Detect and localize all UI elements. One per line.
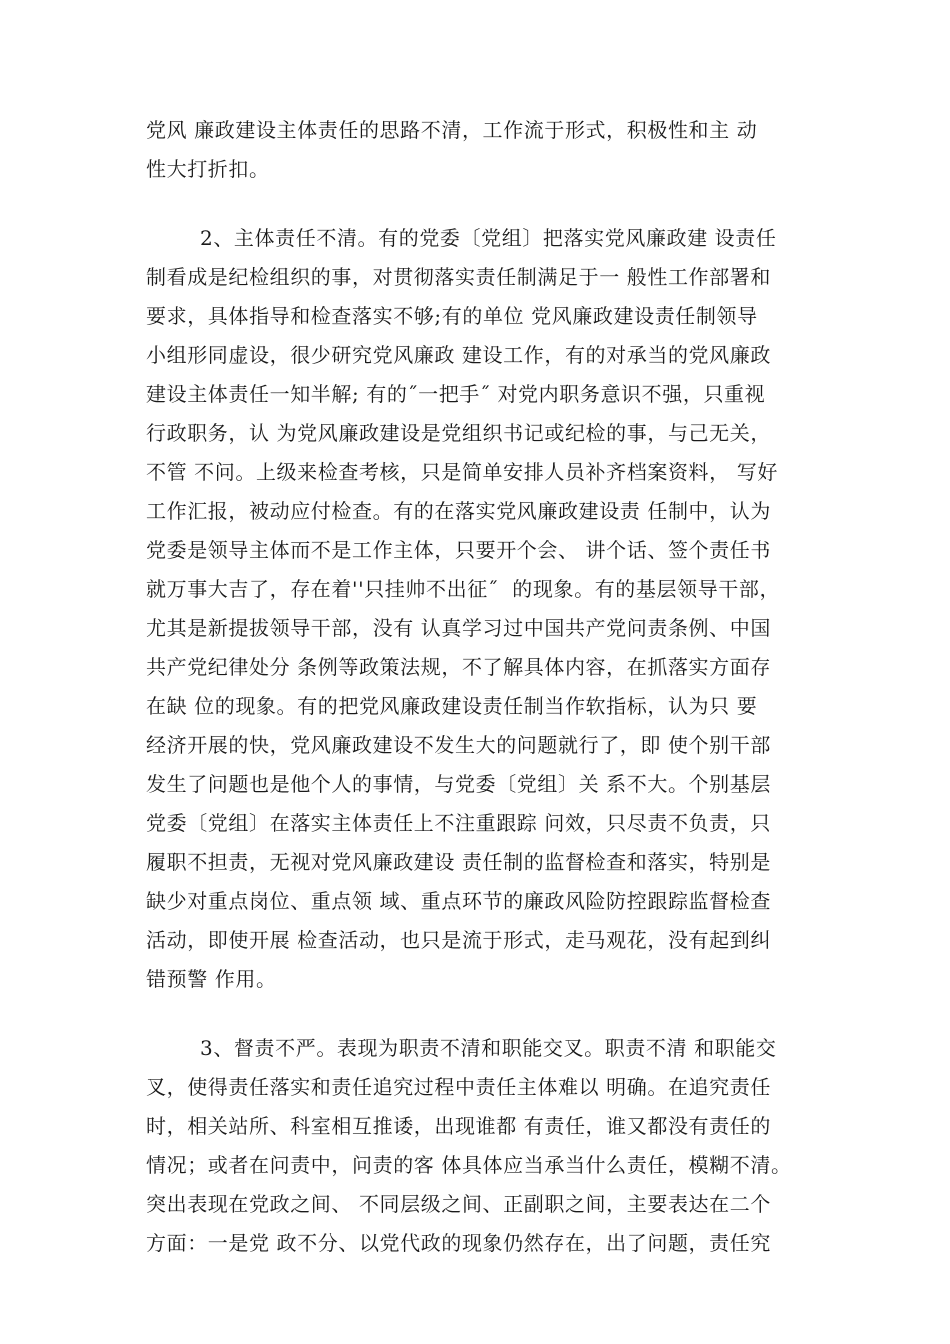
text-line: 制看成是纪检组织的事，对贯彻落实责任制满足于一 般性工作部署和	[146, 265, 771, 289]
text-line: 发生了问题也是他个人的事情，与党委〔党组〕关 系不大。个别基层	[146, 772, 771, 796]
text-line: 叉，使得责任落实和责任追究过程中责任主体难以 明确。在追究责任	[146, 1075, 771, 1099]
text-line: 情况；或者在问责中，问责的客 体具体应当承当什么责任，模糊不清。	[146, 1153, 792, 1177]
text-line: 活动，即使开展 检查活动，也只是流于形式，走马观花，没有起到纠	[146, 928, 771, 952]
text-line: 履职不担责，无视对党风廉政建设 责任制的监督检查和落实，特别是	[146, 850, 771, 874]
text-line: 行政职务，认 为党风廉政建设是党组织书记或纪检的事，与己无关，	[146, 421, 771, 445]
text-line: 3、督责不严。表现为职责不清和职能交叉。职责不清 和职能交	[200, 1036, 777, 1060]
text-line: 时，相关站所、科室相互推诿，出现谁都 有责任，谁又都没有责任的	[146, 1114, 771, 1138]
text-line: 缺少对重点岗位、重点领 域、重点环节的廉政风险防控跟踪监督检查	[146, 889, 771, 913]
text-line: 在缺 位的现象。有的把党风廉政建设责任制当作软指标，认为只 要	[146, 694, 758, 718]
text-line: 工作汇报，被动应付检查。有的在落实党风廉政建设责 任制中，认为	[146, 499, 771, 523]
text-line: 错预警 作用。	[146, 967, 277, 991]
text-line: 性大打折扣。	[146, 157, 270, 181]
text-line: 要求，具体指导和检查落实不够;有的单位 党风廉政建设责任制领导	[146, 304, 758, 328]
text-line: 共产党纪律处分 条例等政策法规，不了解具体内容，在抓落实方面存	[146, 655, 771, 679]
text-line: 就万事大吉了，存在着''只挂帅不出征˝ 的现象。有的基层领导干部，	[146, 577, 781, 601]
text-line: 党委〔党组〕在落实主体责任上不注重跟踪 问效，只尽责不负责，只	[146, 811, 771, 835]
text-line: 党风 廉政建设主体责任的思路不清，工作流于形式，积极性和主 动	[146, 118, 758, 142]
text-line: 经济开展的快，党风廉政建设不发生大的问题就行了，即 使个别干部	[146, 733, 771, 757]
text-line: 尤其是新提拔领导干部，没有 认真学习过中国共产党问责条例、中国	[146, 616, 771, 640]
text-line: 不管 不问。上级来检查考核，只是简单安排人员补齐档案资料， 写好	[146, 460, 778, 484]
text-line: 方面：一是党 政不分、以党代政的现象仍然存在，出了问题，责任究	[146, 1231, 771, 1255]
text-line: 小组形同虚设，很少研究党风廉政 建设工作，有的对承当的党风廉政	[146, 343, 771, 367]
text-line: 突出表现在党政之间、 不同层级之间、正副职之间，主要表达在二个	[146, 1192, 771, 1216]
text-line: 2、主体责任不清。有的党委〔党组〕把落实党风廉政建 设责任	[200, 226, 777, 250]
text-line: 建设主体责任一知半解; 有的˝一把手˝ 对党内职务意识不强，只重视	[146, 382, 766, 406]
text-line: 党委是领导主体而不是工作主体，只要开个会、 讲个话、签个责任书	[146, 538, 771, 562]
